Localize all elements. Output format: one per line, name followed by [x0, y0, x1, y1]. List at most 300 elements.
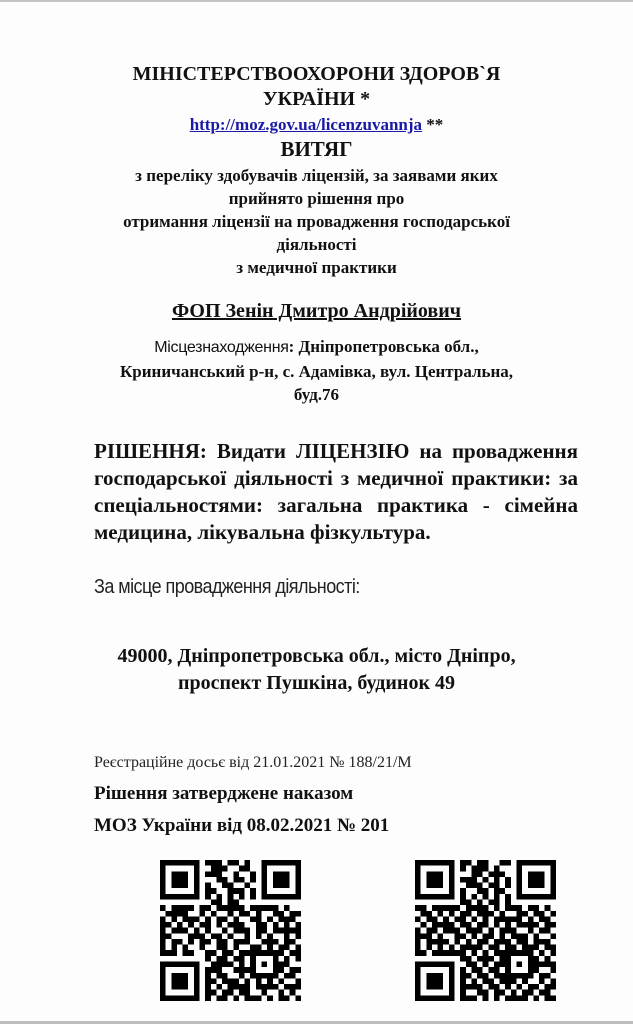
qr-module — [262, 866, 268, 872]
qr-module — [511, 933, 517, 939]
qr-module — [460, 956, 466, 962]
qr-module — [545, 894, 551, 900]
qr-module — [528, 956, 534, 962]
qr-module — [477, 899, 483, 905]
qr-module — [222, 978, 228, 984]
qr-module — [483, 911, 489, 917]
approval-order-line2: МОЗ України від 08.02.2021 № 201 — [94, 815, 390, 836]
qr-module — [295, 871, 301, 877]
qr-module — [205, 950, 211, 956]
qr-module — [233, 939, 239, 945]
qr-module — [500, 950, 506, 956]
qr-module — [183, 962, 189, 968]
qr-module — [239, 973, 245, 979]
qr-module — [494, 894, 500, 900]
qr-module — [233, 922, 239, 928]
qr-module — [454, 939, 460, 945]
qr-module — [533, 911, 539, 917]
qr-module — [454, 950, 460, 956]
qr-module — [522, 973, 528, 979]
qr-module — [539, 962, 545, 968]
subtitle-line-5: з медичної практики — [236, 258, 397, 277]
qr-module — [545, 939, 551, 945]
qr-module — [273, 984, 279, 990]
qr-module — [171, 894, 177, 900]
qr-module — [488, 933, 494, 939]
qr-module — [284, 922, 290, 928]
qr-module — [250, 945, 256, 951]
qr-module — [494, 883, 500, 889]
qr-module — [421, 962, 427, 968]
location-label: Місцезнаходження — [154, 339, 289, 356]
qr-module — [533, 871, 539, 877]
qr-module — [438, 945, 444, 951]
qr-module — [273, 911, 279, 917]
qr-module — [460, 995, 466, 1001]
qr-module — [177, 922, 183, 928]
qr-module — [222, 883, 228, 889]
qr-module — [528, 973, 534, 979]
qr-module — [488, 984, 494, 990]
qr-module — [477, 967, 483, 973]
qr-module — [449, 984, 455, 990]
qr-module — [290, 911, 296, 917]
qr-module — [233, 928, 239, 934]
qr-module — [166, 894, 172, 900]
qr-module — [205, 860, 211, 866]
qr-module — [222, 962, 228, 968]
qr-module — [216, 984, 222, 990]
qr-module — [183, 871, 189, 877]
qr-module — [466, 877, 472, 883]
qr-module — [239, 877, 245, 883]
qr-module — [432, 922, 438, 928]
qr-module — [471, 883, 477, 889]
qr-module — [222, 866, 228, 872]
document-title: ВИТЯГ — [280, 137, 353, 161]
qr-module — [517, 894, 523, 900]
qr-module — [228, 860, 234, 866]
qr-module — [211, 967, 217, 973]
qr-module — [545, 990, 551, 996]
qr-module — [216, 922, 222, 928]
qr-module — [295, 995, 301, 1001]
qr-module — [267, 894, 273, 900]
qr-module — [183, 973, 189, 979]
ministry-title-line1: МІНІСТЕРСТВООХОРОНИ ЗДОРОВ`Я — [132, 63, 501, 85]
qr-module — [438, 877, 444, 883]
qr-module — [488, 956, 494, 962]
qr-module — [449, 978, 455, 984]
qr-module — [262, 950, 268, 956]
qr-module — [460, 877, 466, 883]
qr-module — [488, 883, 494, 889]
qr-module — [522, 950, 528, 956]
qr-module — [239, 950, 245, 956]
qr-module — [494, 871, 500, 877]
qr-module — [177, 978, 183, 984]
qr-module — [267, 933, 273, 939]
qr-module — [494, 995, 500, 1001]
qr-module — [171, 883, 177, 889]
qr-module — [160, 939, 166, 945]
qr-module — [194, 973, 200, 979]
qr-module — [494, 967, 500, 973]
qr-module — [517, 866, 523, 872]
qr-module — [432, 962, 438, 968]
qr-module — [262, 922, 268, 928]
qr-module — [449, 990, 455, 996]
qr-module — [245, 939, 251, 945]
qr-module — [194, 990, 200, 996]
qr-module — [216, 956, 222, 962]
qr-module — [426, 933, 432, 939]
qr-module — [517, 871, 523, 877]
qr-module — [256, 984, 262, 990]
qr-module — [522, 922, 528, 928]
qr-module — [250, 950, 256, 956]
qr-module — [233, 871, 239, 877]
qr-module — [199, 939, 205, 945]
qr-module — [438, 922, 444, 928]
qr-module — [550, 866, 556, 872]
qr-module — [188, 950, 194, 956]
qr-module — [256, 911, 262, 917]
qr-module — [284, 995, 290, 1001]
qr-module — [199, 922, 205, 928]
qr-module — [233, 984, 239, 990]
qr-module — [284, 871, 290, 877]
qr-module — [415, 928, 421, 934]
qr-module — [483, 990, 489, 996]
qr-module — [545, 956, 551, 962]
qr-module — [278, 967, 284, 973]
qr-module — [177, 995, 183, 1001]
qr-module — [284, 945, 290, 951]
qr-module — [171, 984, 177, 990]
qr-module — [494, 950, 500, 956]
qr-module — [290, 967, 296, 973]
qr-module — [160, 945, 166, 951]
qr-module — [432, 928, 438, 934]
qr-module — [295, 866, 301, 872]
qr-module — [517, 883, 523, 889]
qr-module — [415, 945, 421, 951]
qr-module — [177, 911, 183, 917]
qr-module — [449, 962, 455, 968]
qr-module — [160, 916, 166, 922]
qr-module — [517, 973, 523, 979]
qr-module — [211, 888, 217, 894]
qr-code-left-matrix — [160, 860, 301, 1001]
qr-module — [539, 978, 545, 984]
qr-module — [222, 973, 228, 979]
qr-module — [421, 894, 427, 900]
qr-module — [449, 877, 455, 883]
qr-module — [421, 922, 427, 928]
qr-module — [160, 967, 166, 973]
qr-module — [183, 995, 189, 1001]
qr-module — [228, 950, 234, 956]
qr-module — [160, 877, 166, 883]
qr-module — [295, 933, 301, 939]
qr-module — [222, 945, 228, 951]
qr-module — [183, 928, 189, 934]
qr-module — [449, 922, 455, 928]
qr-module — [545, 995, 551, 1001]
qr-module — [460, 894, 466, 900]
qr-module — [550, 860, 556, 866]
qr-module — [494, 899, 500, 905]
qr-module — [550, 922, 556, 928]
qr-module — [421, 933, 427, 939]
qr-module — [460, 967, 466, 973]
qr-module — [539, 950, 545, 956]
qr-module — [550, 933, 556, 939]
qr-module — [494, 945, 500, 951]
qr-module — [250, 962, 256, 968]
qr-module — [267, 978, 273, 984]
qr-module — [449, 945, 455, 951]
qr-module — [421, 950, 427, 956]
qr-module — [205, 967, 211, 973]
qr-module — [517, 939, 523, 945]
qr-module — [488, 945, 494, 951]
qr-module — [160, 962, 166, 968]
qr-module — [295, 860, 301, 866]
qr-module — [539, 990, 545, 996]
qr-module — [528, 871, 534, 877]
qr-module — [228, 894, 234, 900]
qr-module — [256, 950, 262, 956]
qr-module — [171, 978, 177, 984]
qr-module — [222, 995, 228, 1001]
source-link-line — [0, 115, 633, 135]
qr-module — [216, 871, 222, 877]
qr-module — [199, 911, 205, 917]
qr-module — [267, 950, 273, 956]
qr-module — [222, 877, 228, 883]
qr-module — [483, 950, 489, 956]
qr-module — [500, 860, 506, 866]
qr-module — [522, 911, 528, 917]
qr-module — [171, 995, 177, 1001]
qr-module — [477, 928, 483, 934]
qr-module — [488, 899, 494, 905]
qr-module — [267, 860, 273, 866]
qr-module — [517, 877, 523, 883]
qr-module — [177, 877, 183, 883]
qr-module — [471, 978, 477, 984]
qr-module — [262, 888, 268, 894]
qr-module — [477, 888, 483, 894]
link-footnote-marker: ** — [422, 115, 444, 134]
qr-module — [511, 973, 517, 979]
qr-module — [183, 978, 189, 984]
qr-module — [483, 995, 489, 1001]
qr-module — [438, 973, 444, 979]
qr-module — [160, 922, 166, 928]
qr-module — [177, 928, 183, 934]
qr-module — [295, 894, 301, 900]
qr-module — [449, 860, 455, 866]
qr-module — [273, 950, 279, 956]
qr-module — [245, 990, 251, 996]
qr-module — [284, 933, 290, 939]
qr-module — [250, 995, 256, 1001]
qr-module — [295, 877, 301, 883]
qr-module — [500, 933, 506, 939]
qr-module — [432, 883, 438, 889]
qr-module — [545, 984, 551, 990]
qr-module — [262, 928, 268, 934]
qr-module — [466, 860, 472, 866]
qr-module — [494, 962, 500, 968]
qr-module — [211, 899, 217, 905]
qr-module — [426, 911, 432, 917]
qr-module — [511, 945, 517, 951]
qr-module — [183, 950, 189, 956]
qr-module — [533, 995, 539, 1001]
qr-module — [188, 995, 194, 1001]
qr-module — [500, 871, 506, 877]
qr-module — [471, 933, 477, 939]
qr-module — [449, 928, 455, 934]
qr-module — [295, 978, 301, 984]
qr-module — [278, 978, 284, 984]
qr-module — [528, 860, 534, 866]
qr-module — [188, 916, 194, 922]
qr-module — [278, 860, 284, 866]
qr-module — [171, 905, 177, 911]
qr-module — [449, 888, 455, 894]
qr-module — [205, 990, 211, 996]
approval-order-line1: Рішення затверджене наказом — [94, 783, 354, 804]
qr-module — [528, 922, 534, 928]
qr-module — [233, 967, 239, 973]
qr-module — [216, 962, 222, 968]
qr-module — [205, 973, 211, 979]
qr-module — [494, 973, 500, 979]
qr-module — [505, 984, 511, 990]
qr-module — [477, 945, 483, 951]
qr-module — [466, 928, 472, 934]
qr-module — [205, 939, 211, 945]
qr-module — [205, 984, 211, 990]
qr-module — [432, 984, 438, 990]
qr-module — [205, 894, 211, 900]
qr-module — [471, 905, 477, 911]
qr-module — [250, 905, 256, 911]
qr-module — [533, 877, 539, 883]
qr-module — [205, 956, 211, 962]
subtitle-line-4: діяльності — [276, 235, 357, 254]
qr-module — [545, 962, 551, 968]
qr-module — [160, 894, 166, 900]
qr-module — [284, 939, 290, 945]
qr-module — [511, 916, 517, 922]
qr-module — [205, 978, 211, 984]
decision-text: РІШЕННЯ: Видати ЛІЦЕНЗІЮ на провадження господарської діяльності з медичної практики: за спеціальностями: загальна практика - сімейна медицина, лікувальна фізкультура. — [94, 439, 578, 544]
qr-module — [295, 984, 301, 990]
qr-module — [228, 922, 234, 928]
qr-module — [245, 860, 251, 866]
qr-module — [415, 950, 421, 956]
qr-module — [267, 905, 273, 911]
qr-module — [511, 950, 517, 956]
qr-module — [443, 922, 449, 928]
qr-module — [171, 911, 177, 917]
qr-module — [267, 916, 273, 922]
qr-module — [239, 984, 245, 990]
qr-module — [460, 922, 466, 928]
qr-module — [222, 956, 228, 962]
qr-module — [205, 916, 211, 922]
qr-module — [426, 962, 432, 968]
qr-module — [471, 877, 477, 883]
qr-module — [528, 877, 534, 883]
qr-module — [177, 962, 183, 968]
registration-dossier: Реєстраційне досьє від 21.01.2021 № 188/21/М — [94, 754, 412, 771]
qr-module — [449, 883, 455, 889]
qr-module — [160, 990, 166, 996]
qr-module — [233, 995, 239, 1001]
qr-module — [239, 866, 245, 872]
qr-module — [278, 950, 284, 956]
qr-module — [522, 860, 528, 866]
qr-module — [466, 962, 472, 968]
qr-module — [533, 922, 539, 928]
qr-module — [454, 905, 460, 911]
qr-module — [539, 860, 545, 866]
qr-module — [460, 888, 466, 894]
qr-module — [466, 956, 472, 962]
qr-module — [245, 933, 251, 939]
qr-module — [278, 995, 284, 1001]
qr-module — [290, 950, 296, 956]
qr-module — [483, 894, 489, 900]
qr-module — [278, 883, 284, 889]
qr-module — [488, 967, 494, 973]
qr-module — [483, 860, 489, 866]
qr-module — [471, 984, 477, 990]
qr-module — [284, 928, 290, 934]
qr-module — [443, 894, 449, 900]
qr-module — [426, 945, 432, 951]
qr-module — [528, 928, 534, 934]
qr-module — [171, 871, 177, 877]
activity-address-line2: проспект Пушкіна, будинок 49 — [178, 672, 455, 694]
qr-module — [471, 916, 477, 922]
qr-module — [477, 911, 483, 917]
qr-module — [471, 894, 477, 900]
moz-licensing-link[interactable]: http://moz.gov.ua/licenzuvannja — [189, 115, 423, 134]
qr-module — [245, 911, 251, 917]
qr-module — [194, 984, 200, 990]
qr-module — [460, 911, 466, 917]
qr-module — [262, 883, 268, 889]
activity-place-label: За місце провадження діяльності: — [94, 576, 360, 598]
qr-module — [550, 883, 556, 889]
qr-module — [471, 950, 477, 956]
qr-module — [415, 916, 421, 922]
qr-module — [477, 866, 483, 872]
qr-module — [533, 984, 539, 990]
qr-module — [233, 945, 239, 951]
qr-module — [438, 860, 444, 866]
qr-module — [211, 911, 217, 917]
qr-module — [471, 962, 477, 968]
